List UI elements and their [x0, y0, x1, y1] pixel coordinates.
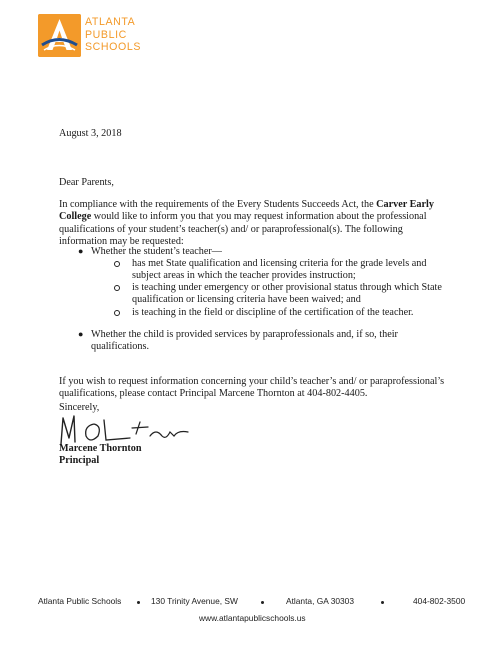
school-name: Carver Early College [59, 199, 434, 223]
bullet-dot: ● [78, 246, 84, 256]
logo-wordmark [85, 16, 141, 54]
footer-org: Atlanta Public Schools [38, 596, 122, 606]
handwritten-signature [58, 412, 198, 446]
logo-a-icon [38, 14, 81, 57]
intro-paragraph [59, 199, 451, 248]
sub-bullet-discipline: is teaching in the field or discipline of the certification of the teacher. [132, 307, 414, 318]
footer-website: www.atlantapublicschools.us [199, 613, 306, 623]
bullet-paraprofessionals: Whether the child is provided services by paraprofessionals and, if so, their qualifications. [91, 329, 398, 353]
footer-city: Atlanta, GA 30303 [286, 596, 354, 606]
letter-date: August 3, 2018 [59, 128, 122, 139]
atlanta-public-schools-logo [38, 14, 158, 58]
logo-line-2: PUBLIC [85, 28, 127, 41]
footer-separator [381, 601, 384, 604]
sub-bullet-emergency: is teaching under emergency or other provisional status through which State qualification or licensing criteria have been waived; and [132, 282, 442, 306]
bullet-dot: ● [78, 329, 84, 339]
sub-bullet-qualification: has met State qualification and licensing criteria for the grade levels and subject areas in which the teacher provides instruction; [132, 258, 427, 282]
sub-bullet-circle [114, 285, 120, 291]
footer-separator [137, 601, 140, 604]
intro-text-end: would like to inform you that you may request information about the professional qualifications of your student’s teacher(s) and/ or paraprofessional(s). The following information may be requested: [59, 211, 427, 247]
footer-phone: 404-802-3500 [413, 596, 466, 606]
sub-bullet-circle [114, 261, 120, 267]
signer-name: Marcene Thornton [59, 443, 142, 454]
signer-title: Principal [59, 455, 100, 467]
footer-separator [261, 601, 264, 604]
closing: Sincerely, [59, 402, 100, 413]
logo-line-1: ATLANTA [85, 16, 136, 28]
intro-text-start: In compliance with the requirements of the Every Students Succeeds Act, the [59, 199, 377, 210]
sub-bullet-circle [114, 310, 120, 316]
contact-paragraph: If you wish to request information concerning your child’s teacher’s and/ or paraprofessional’s qualifications, please contact Principal Marcene Thornton at 404-802-4405. [59, 376, 445, 400]
footer-address: 130 Trinity Avenue, SW [151, 596, 238, 606]
signer-block [59, 443, 142, 468]
salutation: Dear Parents, [59, 177, 114, 188]
bullet-teacher: Whether the student’s teacher— [91, 246, 222, 257]
logo-line-3: SCHOOLS [85, 41, 142, 54]
